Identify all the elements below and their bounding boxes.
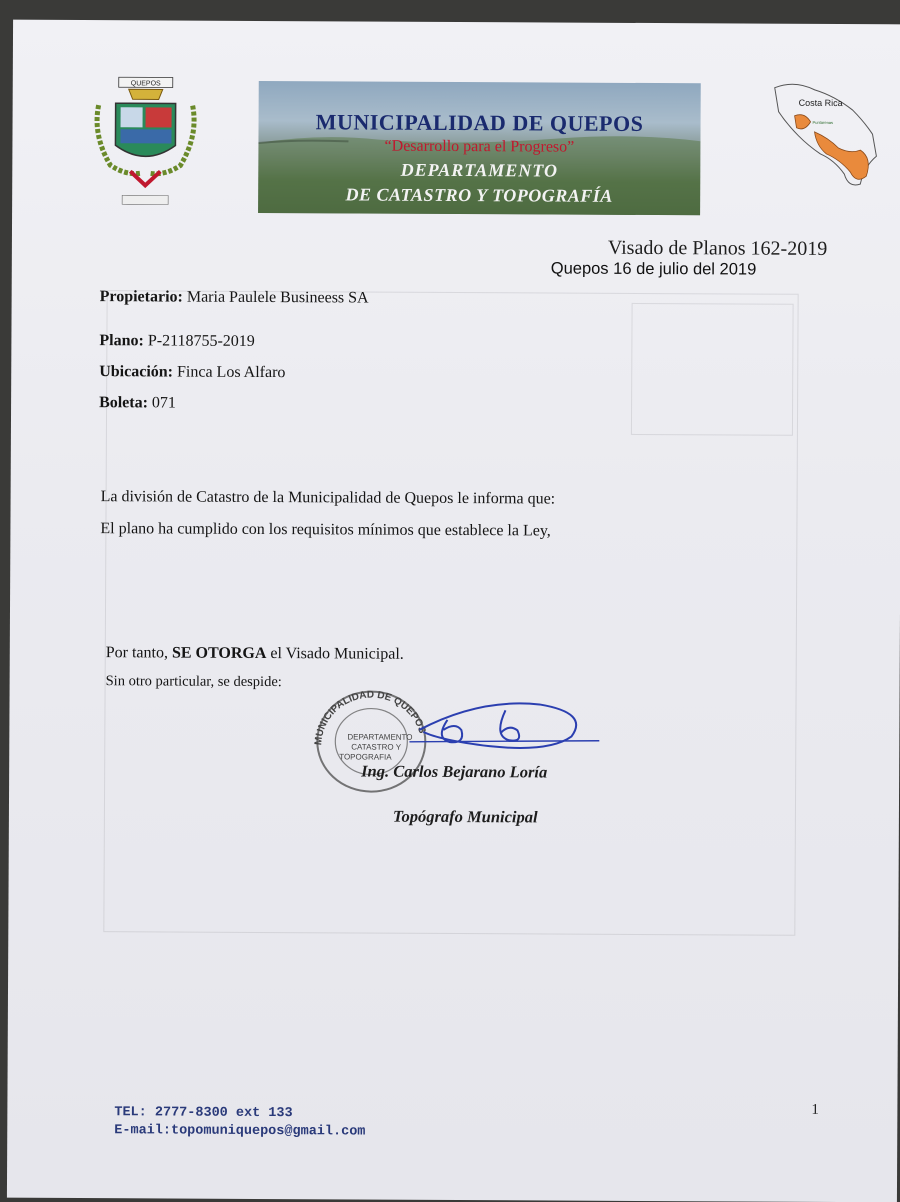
field-plan (99, 332, 255, 351)
field-value: Maria Paulele Busineess SA (186, 288, 369, 307)
footer-phone: TEL: 2777-8300 ext 133 (114, 1105, 293, 1122)
map-sublabel: Puntarenas (812, 119, 834, 125)
banner-department-line1: DEPARTAMENTO (400, 159, 559, 181)
stamp-line-2: CATASTRO Y (351, 742, 402, 752)
banner-department-line2: DE CATASTRO Y TOPOGRAFÍA (345, 184, 613, 206)
field-label: Propietario: (99, 288, 183, 306)
grant-suffix: el Visado Municipal. (266, 645, 404, 663)
field-value: 071 (151, 394, 177, 412)
field-label: Plano: (99, 332, 144, 350)
field-location (99, 363, 285, 382)
field-label: Ubicación: (99, 363, 174, 381)
farewell-line: Sin otro particular, se despide: (105, 673, 282, 691)
seal-label: QUEPOS (130, 80, 161, 88)
banner-title: MUNICIPALIDAD DE QUEPOS (315, 109, 644, 136)
costa-rica-map-icon (764, 76, 885, 195)
stamp-ring-text: MUNICIPALIDAD DE QUEPOS (313, 689, 428, 746)
grant-emphasis: SE OTORGA (171, 644, 267, 663)
grant-statement (106, 644, 404, 664)
stamp-line-3: TOPOGRAFIA (339, 752, 392, 762)
municipal-seal-icon (90, 75, 201, 216)
field-label: Boleta: (99, 394, 149, 412)
document-date: Quepos 16 de julio del 2019 (550, 259, 757, 279)
reference-number: Visado de Planos 162-2019 (607, 236, 828, 260)
body-line-2: El plano ha cumplido con los requisitos mínimos que establece la Ley, (100, 520, 551, 540)
handwritten-signature (409, 690, 609, 771)
grant-prefix: Por tanto, (105, 644, 173, 662)
field-value: Finca Los Alfaro (176, 363, 286, 382)
document-page (7, 20, 900, 1202)
department-banner (258, 81, 701, 215)
field-value: P-2118755-2019 (147, 332, 255, 350)
stamp-line-1: DEPARTAMENTO (347, 732, 413, 742)
map-label: Costa Rica (798, 97, 843, 109)
field-owner (100, 288, 369, 307)
page-number: 1 (811, 1101, 819, 1118)
body-line-1: La división de Catastro de la Municipalidad de Quepos le informa que: (100, 488, 556, 508)
signer-name: Ing. Carlos Bejarano Loría (361, 761, 548, 782)
banner-motto: “Desarrollo para el Progreso” (384, 137, 575, 156)
field-receipt (99, 394, 176, 412)
bleed-through-box (631, 303, 794, 436)
footer-email: E-mail:topomuniquepos@gmail.com (114, 1123, 366, 1140)
signer-role: Topógrafo Municipal (392, 806, 538, 827)
